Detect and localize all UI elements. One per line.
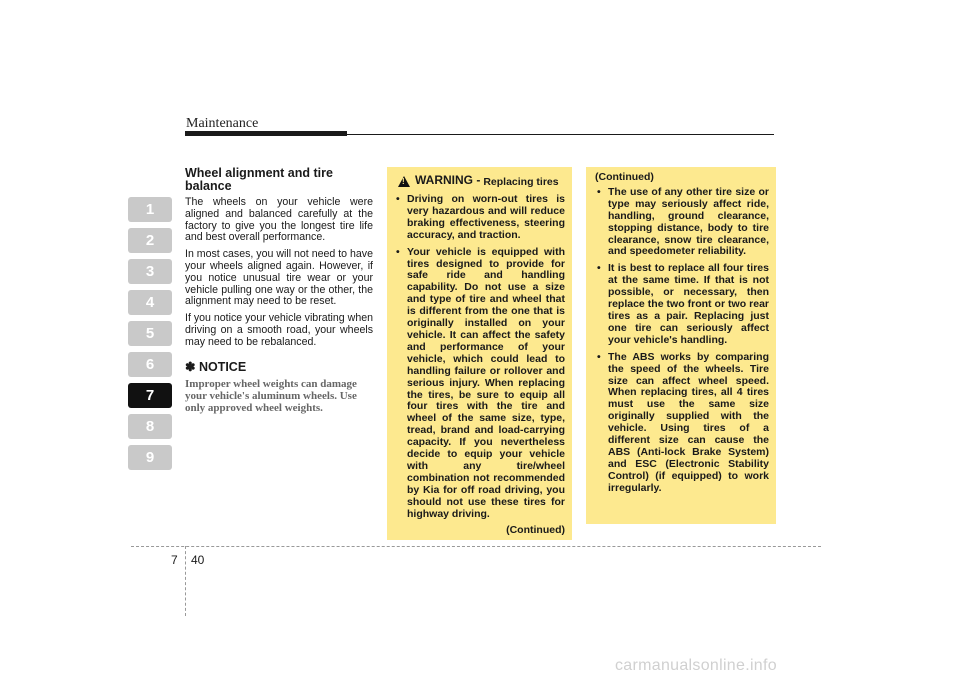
warning-item: • The use of any other tire size or type may seriously affect ride, handling, ground clearance, stopping distance, body to tire clearance, snow tire clearance, and speedometer reliability. [595,187,769,258]
footer-rule-vertical [185,546,186,616]
body-paragraph: In most cases, you will not need to have your wheels aligned again. However, if you notice unusual tire wear or your vehicle pulling one way or the other, the alignment may need to be reset. [185,248,373,308]
continued-heading: (Continued) [595,171,654,183]
header-rule-thick [185,131,347,136]
page-header-title: Maintenance [186,116,259,131]
warning-panel [387,167,572,540]
chapter-tabs [128,197,172,476]
warning-item: • It is best to replace all four tires at the same time. If that is not possible, or necessary, then replace the two front or two rear tires as a pair. Replacing just one tire can seriously affect your vehicle's handling. [595,263,769,346]
chapter-tab-1[interactable]: 1 [128,197,172,222]
watermark: carmanualsonline.info [615,657,777,674]
chapter-tab-6[interactable]: 6 [128,352,172,377]
warning-subtitle: Replacing tires [483,176,559,188]
wheel-alignment-section [185,167,373,414]
chapter-tab-5[interactable]: 5 [128,321,172,346]
footer-page-number: 40 [191,553,205,567]
continued-label: (Continued) [506,524,565,537]
chapter-tab-7[interactable]: 7 [128,383,172,408]
notice-title: ✽ NOTICE [185,359,247,374]
chapter-tab-2[interactable]: 2 [128,228,172,253]
chapter-tab-4[interactable]: 4 [128,290,172,315]
notice-text: Improper wheel weights can damage your vehicle's aluminum wheels. Use only approved wheel weights. [185,377,357,414]
warning-list [394,194,565,520]
chapter-tab-9[interactable]: 9 [128,445,172,470]
header-rule-thin [347,134,774,135]
body-paragraph: If you notice your vehicle vibrating when driving on a smooth road, your wheels may need to be rebalanced. [185,312,373,348]
warning-label: WARNING - [415,173,481,187]
warning-triangle-icon: ! [398,176,410,187]
warning-item: • The ABS works by comparing the speed of the wheels. Tire size can affect wheel speed. When replacing tires, all 4 tires must use the same size originally supplied with the vehicle. Using tires of a different size can cause the ABS (Anti-lock Brake System) and ESC (Electronic Stability Control) (if equipped) to work irregularly. [595,352,769,495]
warning-item: • Driving on worn-out tires is very hazardous and will reduce braking effectiveness, steering accuracy, and traction. [394,194,565,242]
body-paragraph: The wheels on your vehicle were aligned and balanced carefully at the factory to give you the longest tire life and best overall performance. [185,196,373,244]
warning-header [394,175,565,188]
chapter-tab-8[interactable]: 8 [128,414,172,439]
continued-list [595,187,769,495]
footer-chapter-number: 7 [171,553,178,567]
section-title: Wheel alignment and tire balance [185,166,333,193]
warning-continued-panel [586,167,776,524]
chapter-tab-3[interactable]: 3 [128,259,172,284]
warning-item: • Your vehicle is equipped with tires designed to provide for safe ride and handling capability. Do not use a size and type of tire and wheel that is different from the one that is originally installed on your vehicle. It can affect the safety and performance of your vehicle, which could lead to handling failure or rollover and serious injury. When replacing the tires, be sure to equip all four tires with the tire and wheel of the same size, type, tread, brand and load-carrying capacity. If you nevertheless decide to equip your vehicle with any tire/wheel combination not recommended by Kia for off road driving, you should not use these tires for highway driving. [394,247,565,521]
footer-rule [131,546,821,547]
